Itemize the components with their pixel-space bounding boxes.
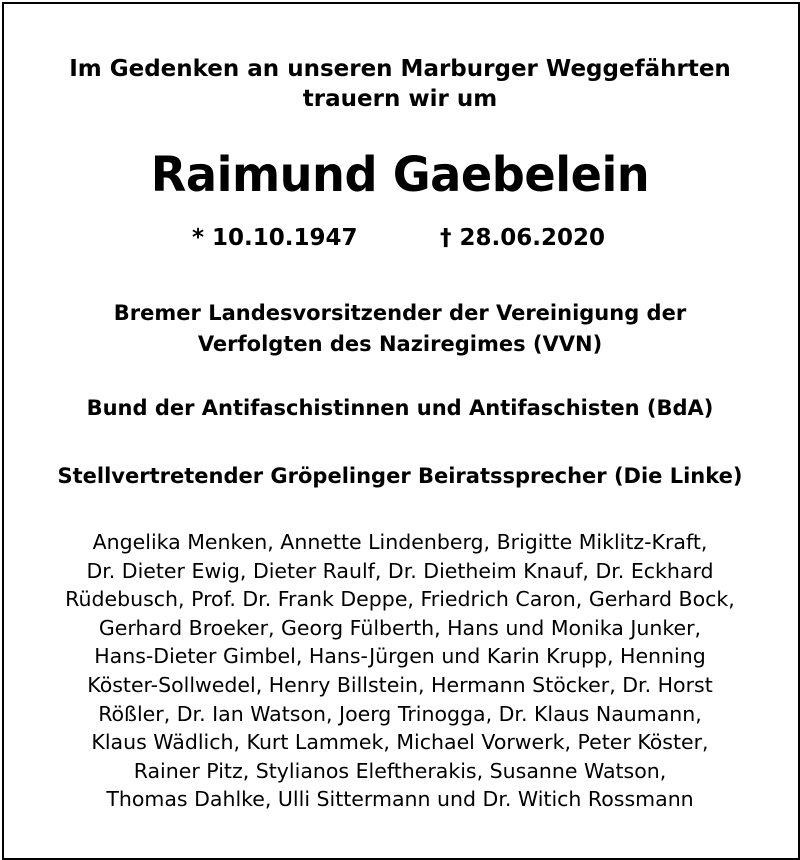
mourners-list [0,528,800,814]
role-vvn [0,298,800,360]
mourners-line: Köster-Sollwedel, Henry Billstein, Hermann Stöcker, Dr. Horst [87,672,713,697]
role-line: Verfolgten des Naziregimes (VVN) [197,332,603,356]
intro-line: trauern wir um [302,86,498,112]
role-beirat [0,461,800,492]
role-line: Bremer Landesvorsitzender der Vereinigung der [113,301,687,325]
deceased-name: Raimund Gaebelein [150,147,650,203]
role-line: Stellvertretender Gröpelinger Beiratssprecher (Die Linke) [57,464,743,488]
role-bda [0,393,800,424]
mourners-line: Rößler, Dr. Ian Watson, Joerg Trinogga, Dr. Klaus Naumann, [98,701,702,726]
mourners-line: Rainer Pitz, Stylianos Eleftherakis, Susanne Watson, [133,758,667,783]
mourners-line: Hans-Dieter Gimbel, Hans-Jürgen und Karin Krupp, Henning [94,644,706,669]
birth-date: * 10.10.1947 [192,225,358,251]
role-line: Bund der Antifaschistinnen und Antifaschisten (BdA) [86,396,714,420]
intro-line: Im Gedenken an unseren Marburger Weggefährten [69,56,731,82]
death-date: † 28.06.2020 [440,225,606,251]
mourners-line: Gerhard Broeker, Georg Fülberth, Hans und Monika Junker, [98,615,702,640]
mourners-line: Thomas Dahlke, Ulli Sittermann und Dr. Witich Rossmann [106,787,694,812]
mourners-line: Angelika Menken, Annette Lindenberg, Brigitte Miklitz-Kraft, [92,530,708,554]
mourners-line: Rüdebusch, Prof. Dr. Frank Deppe, Friedrich Caron, Gerhard Bock, [65,587,735,612]
life-dates [0,223,800,253]
intro-text [0,54,800,114]
mourners-line: Klaus Wädlich, Kurt Lammek, Michael Vorwerk, Peter Köster, [91,730,709,755]
mourners-line: Dr. Dieter Ewig, Dieter Raulf, Dr. Dietheim Knauf, Dr. Eckhard [86,558,714,583]
